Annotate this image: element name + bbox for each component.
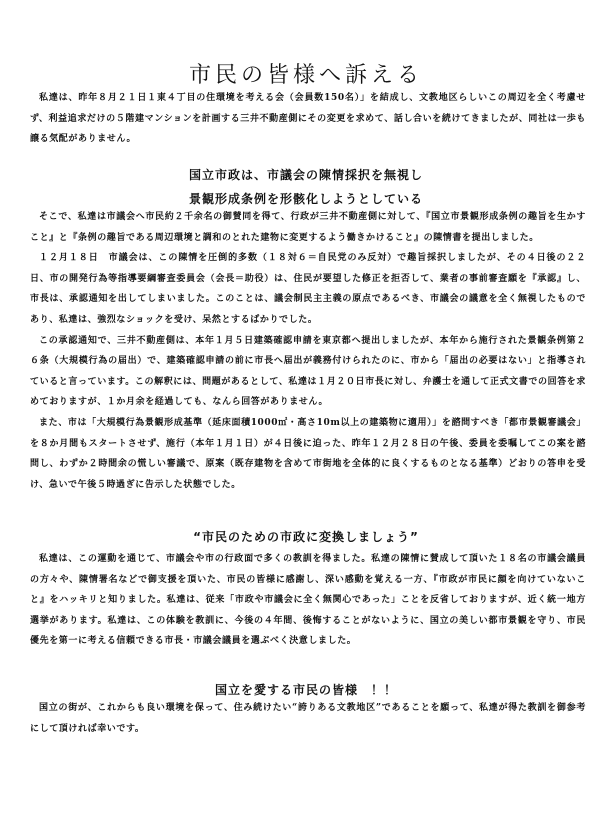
section1-heading-line2: 景観形成条例を形骸化しようとしている: [188, 192, 423, 206]
section2-heading: “市民のための市政に変換しましょう”: [193, 530, 419, 544]
section1-body: [30, 207, 586, 495]
section1-paragraph-1: そこで、私達は市議会へ市民約２千余名の御賛同を得て、行政が三井不動産側に対して、『国立市景観形成条例の趣旨を生かすこと』と『条例の趣旨である周辺環境と調和のとれた建物に変更するよう働きかけること』の陳情書を提出しました。: [30, 212, 586, 243]
section2-paragraph-1: 私達は、この運動を通じて、市議会や市の行政面で多くの教訓を得ました。私達の陳情に賛成して頂いた１８名の市議会議員の方々や、陳情署名などで御支援を頂いた、市民の皆様に感謝し、深い感動を覚える一方、『市政が市民に顔を向けていないこと』をハッキリと知りました。私達は、従来「市政や市議会に全く無関心であった」ことを反省しておりますが、近く統一地方選挙があります。私達は、この体験を教訓に、今後の４年間、後悔することがないように、国立の美しい都市景観を守り、市民優先を第一に考える信頼できる市長・市議会議員を選ぶべく決意しました。: [30, 554, 586, 647]
section3-paragraph-1: 国立の街が、これからも良い環境を保って、住み続けたい“誇りある文教地区”であることを願って、私達が得た教訓を御参考にして頂ければ幸いです。: [30, 703, 586, 734]
document-title: 市民の皆様へ訴える: [188, 63, 423, 88]
section3-heading: 国立を愛する市民の皆様 ！！: [214, 683, 397, 697]
section1-heading-line1: 国立市政は、市議会の陳情採択を無視し: [188, 168, 423, 182]
intro-text: 私達は、昨年８月２１日１東４丁目の住環境を考える会（会員数150名）」を結成し、文教地区らしいこの周辺を全く考慮せず、利益追求だけの５階建マンションを計画する三井不動産側にその変更を求めて、話し合いを続けてきましたが、同社は一歩も譲る気配がありません。: [30, 93, 586, 145]
section3-body: [30, 698, 586, 739]
intro-paragraph: [30, 88, 586, 150]
section1-paragraph-3: この承認通知で、三井不動産側は、本年１月５日建築確認申請を東京都へ提出しましたが、本年から施行された景観条例第２６条（大規模行為の届出）で、建築確認申請の前に市長へ届出が義務付けられたのに、市から「届出の必要はない」と指導されていると言っています。この解釈には、問題があるとして、私達は１月２０日市長に対し、弁護士を通して正式文書での回答を求めておりますが、１か月余を経過しても、なんら回答がありません。: [30, 335, 586, 408]
section1-paragraph-2: １２月１８日 市議会は、この陳情を圧倒的多数（１８対６＝自民党のみ反対）で趣旨採択しましたが、その４日後の２２日、市の開発行為等指導要綱審査委員会（会長＝助役）は、住民が要望した修正を拒否して、業者の事前審査願を『承認』し、市長は、承認通知を出してしまいました。このことは、議会制民主主義の原点であるべき、市議会の議意を全く無視したものであり、私達は、強烈なショックを受け、呆然とするばかりでした。: [30, 253, 586, 325]
section2-body: [30, 549, 586, 652]
section1-paragraph-4: また、市は「大規模行為景観形成基準（延床面積1000㎡・高さ10m以上の建築物に適用）」を諮問すべき「都市景観審議会」を８か月間もスタートさせず、施行（本年１月１日）が４日後に迫った、昨年１２月２８日の午後、委員を委嘱してこの案を諮問し、わずか２時間余の慌しい審議で、原案（既存建物を含めて市街地を全体的に良くするものとなる基準）どおりの答申を受け、急いで午後５時過ぎに告示した状態でした。: [30, 417, 586, 490]
